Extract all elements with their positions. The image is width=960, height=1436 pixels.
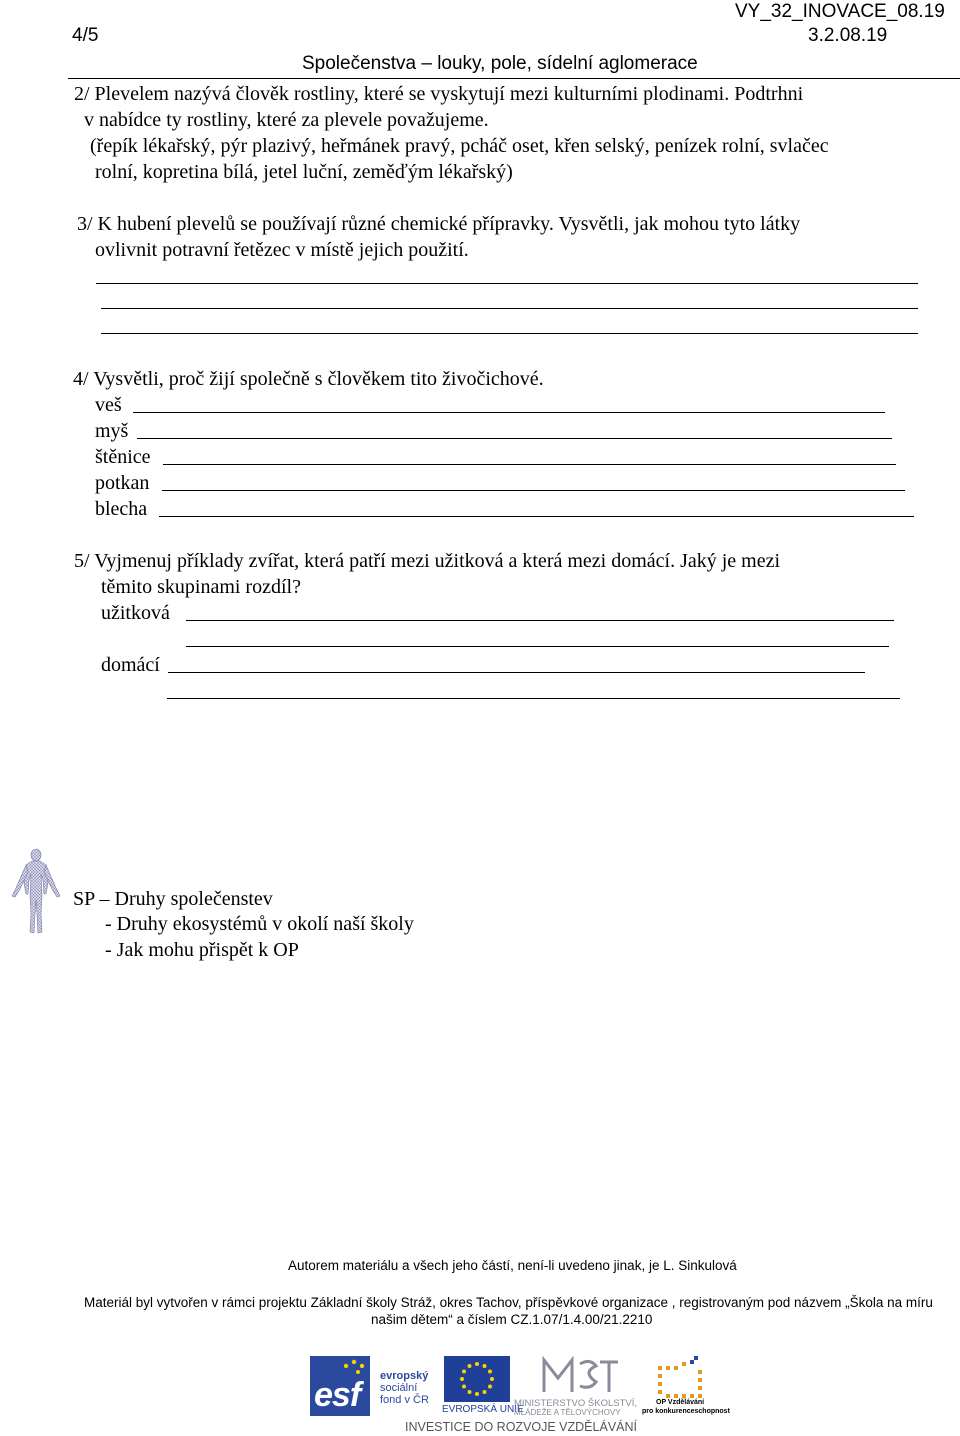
animal-label: myš — [95, 420, 129, 442]
page-subtitle: Společenstva – louky, pole, sídelní aglomerace — [302, 53, 698, 74]
answer-line — [186, 620, 894, 621]
op-logo — [640, 1356, 730, 1418]
task5-line2: těmito skupinami rozdíl? — [101, 576, 301, 598]
answer-line — [167, 698, 900, 699]
msmt-text2: MLÁDEŽE A TĚLOVÝCHOVY — [514, 1408, 621, 1417]
sp-line1: SP – Druhy společenstev — [73, 888, 273, 910]
eu-text: EVROPSKÁ UNIE — [442, 1404, 524, 1415]
animal-label: potkan — [95, 472, 150, 494]
document-code: VY_32_INOVACE_08.19 — [735, 1, 945, 22]
sp-line2: - Druhy ekosystémů v okolí naší školy — [105, 913, 414, 935]
answer-line — [133, 412, 885, 413]
answer-line — [163, 464, 896, 465]
task2-line4: rolní, kopretina bílá, jetel luční, zeměďým lékařský) — [95, 161, 513, 183]
investment-slogan: INVESTICE DO ROZVOJE VZDĚLÁVÁNÍ — [405, 1420, 637, 1434]
task2-line2: v nabídce ty rostliny, které za plevele považujeme. — [84, 109, 489, 131]
project-note-line1: Materiál byl vytvořen v rámci projektu Základní školy Stráž, okres Tachov, příspěvkové organizace , registrovaným pod názvem „Škola na míru — [84, 1295, 933, 1310]
answer-line — [101, 333, 918, 334]
answer-line — [96, 283, 918, 284]
op-emblem-icon — [640, 1356, 720, 1402]
answer-line — [159, 516, 914, 517]
task2-line1: 2/ Plevelem nazývá člověk rostliny, které se vyskytují mezi kulturními plodinami. Podtrhni — [74, 83, 804, 105]
answer-line — [186, 646, 889, 647]
op-text1: OP Vzdělávání — [656, 1399, 705, 1406]
esf-text2: sociální — [380, 1382, 418, 1394]
project-note-line2: našim dětem“ a číslem CZ.1.07/1.4.00/21.2210 — [371, 1312, 653, 1327]
answer-line — [162, 490, 905, 491]
eu-flag-icon — [440, 1356, 514, 1404]
useful-label: užitková — [101, 602, 170, 624]
msmt-text1: MINISTERSTVO ŠKOLSTVÍ, — [514, 1398, 637, 1409]
esf-mark: esf — [314, 1376, 361, 1414]
task3-line2: ovlivnit potravní řetězec v místě jejich použití. — [95, 239, 469, 261]
msmt-emblem-icon — [512, 1356, 636, 1396]
header-rule — [68, 78, 960, 79]
answer-line — [168, 672, 865, 673]
author-note: Autorem materiálu a všech jeho částí, není-li uvedeno jinak, je L. Sinkulová — [288, 1258, 737, 1273]
task5-line1: 5/ Vyjmenuj příklady zvířat, která patří mezi užitková a která mezi domácí. Jaký je mezi — [74, 550, 781, 572]
task2-line3: (řepík lékařský, pýr plazivý, heřmánek pravý, pcháč oset, křen selský, penízek rolní, svlačec — [90, 135, 829, 157]
document-date: 3.2.08.19 — [808, 25, 888, 46]
page-number: 4/5 — [72, 25, 99, 46]
task4-question: 4/ Vysvětli, proč žijí společně s člověkem tito živočichové. — [73, 368, 544, 390]
eu-logo — [440, 1356, 524, 1418]
sp-line3: - Jak mohu přispět k OP — [105, 939, 299, 961]
animal-label: blecha — [95, 498, 148, 520]
domestic-label: domácí — [101, 654, 160, 676]
esf-text3: fond v ČR — [380, 1394, 429, 1406]
task3-line1: 3/ K hubení plevelů se používají různé chemické přípravky. Vysvětli, jak mohou tyto látky — [77, 213, 801, 235]
human-figure-icon — [8, 848, 64, 936]
animal-label: štěnice — [95, 446, 151, 468]
msmt-logo — [512, 1356, 636, 1418]
animal-label: veš — [95, 394, 122, 416]
op-text2: pro konkurenceschopnost — [642, 1408, 730, 1415]
answer-line — [137, 438, 892, 439]
esf-text1: evropský — [380, 1370, 429, 1382]
esf-logo — [310, 1356, 440, 1416]
answer-line — [101, 308, 918, 309]
